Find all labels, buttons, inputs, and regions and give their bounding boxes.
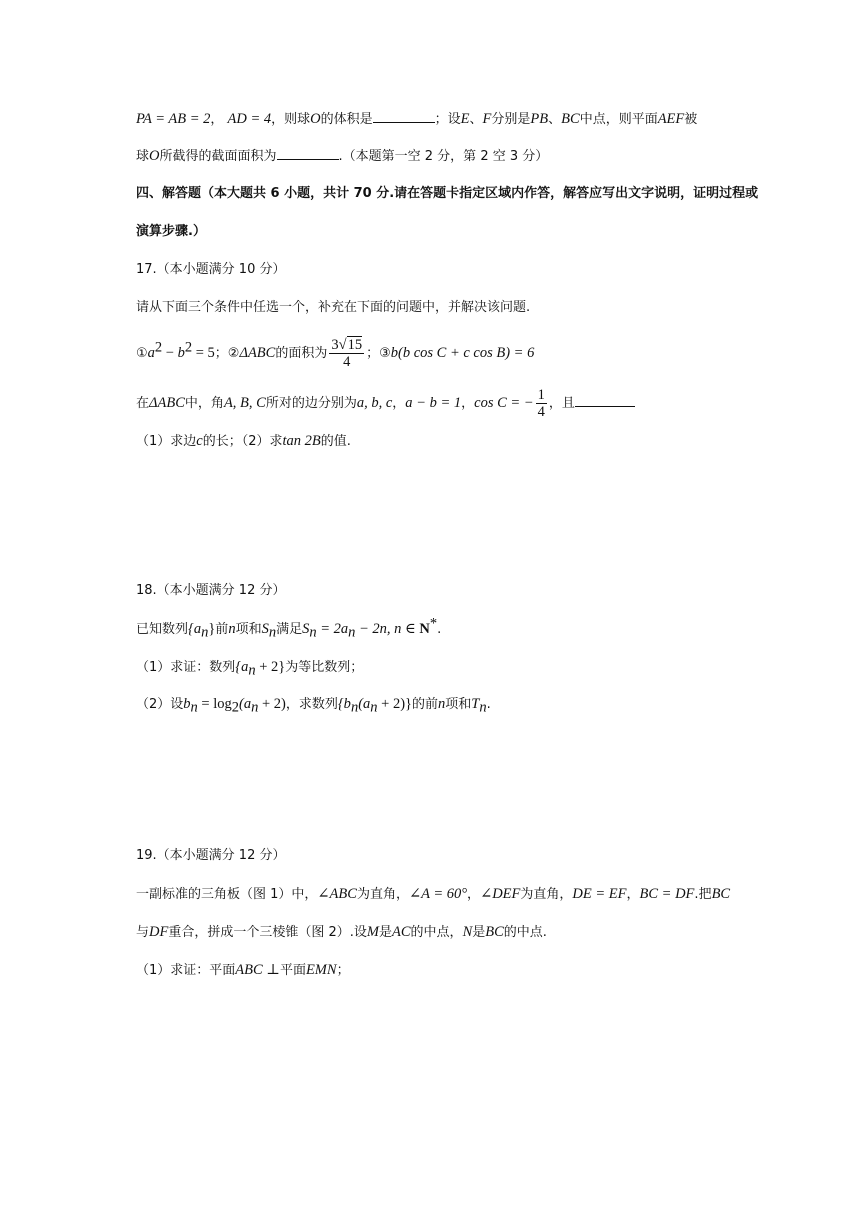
- text: ，: [626, 887, 640, 902]
- text: 前: [215, 622, 229, 637]
- text: 平面: [279, 963, 306, 978]
- text: （2）设: [136, 697, 184, 712]
- text: 、: [469, 112, 483, 127]
- math-expr: (a: [239, 696, 252, 712]
- coef: 3: [331, 337, 339, 353]
- subscript: n: [350, 699, 359, 716]
- circled-1: ①: [136, 346, 148, 361]
- answer-blank: [373, 109, 435, 123]
- math-expr: + 2): [258, 696, 286, 712]
- math-expr: cos C = −: [474, 395, 534, 411]
- math-expr: = log: [197, 696, 232, 712]
- separator: ；②: [214, 346, 240, 361]
- text: 是: [379, 925, 393, 940]
- text: 为等比数列；: [285, 660, 364, 675]
- text: （1）求证：数列: [136, 660, 236, 675]
- math-angle: ∠ABC: [317, 886, 357, 902]
- subscript: n: [309, 624, 317, 641]
- radicand: 15: [347, 337, 363, 353]
- math-var: O: [149, 148, 160, 164]
- superscript: *: [429, 615, 438, 632]
- q17-condition-line: [136, 385, 635, 422]
- subscript: n: [248, 662, 256, 679]
- math-var: E: [460, 111, 470, 127]
- text: ，则球: [271, 112, 311, 127]
- subscript: n: [370, 699, 378, 716]
- text: 的长；（2）求: [202, 434, 283, 449]
- q16-line-1: [136, 109, 697, 129]
- text: ，: [210, 112, 224, 127]
- q17-header: 17.（本小题满分 10 分）: [136, 262, 286, 277]
- subscript: n: [251, 699, 259, 716]
- math-var: n: [438, 696, 446, 712]
- math-expr: {b: [337, 696, 351, 712]
- text: 的中点.: [503, 925, 547, 940]
- q19-line-1: [136, 885, 730, 904]
- text: ，求数列: [285, 697, 338, 712]
- text: 一副标准的三角板（图 1）中，: [136, 887, 318, 902]
- text: 项和: [235, 622, 262, 637]
- math-expr: ABC ⊥: [235, 962, 280, 978]
- math-var: DF: [149, 924, 169, 940]
- math-var: b: [177, 345, 185, 361]
- text: 在: [136, 396, 150, 411]
- text: 被: [684, 112, 698, 127]
- natural-numbers-symbol: N: [419, 621, 430, 637]
- math-expr: DE = EF: [572, 886, 627, 902]
- q19-line-3: [136, 961, 350, 980]
- text: ；设: [434, 112, 461, 127]
- math-expr: (a: [358, 696, 371, 712]
- math-expr: tan 2B: [282, 433, 321, 449]
- math-var: a: [147, 345, 155, 361]
- math-op: −: [162, 345, 178, 361]
- math-expr: = 2a: [316, 621, 349, 637]
- answer-blank: [277, 146, 339, 160]
- math-triangle: ΔABC: [149, 395, 185, 411]
- text: 、: [548, 112, 562, 127]
- text: 已知数列: [136, 622, 189, 637]
- separator: ；③: [366, 346, 391, 361]
- text: .把: [694, 887, 712, 902]
- text: ，: [392, 396, 406, 411]
- math-angle: ∠DEF: [480, 886, 521, 902]
- math-expr: + 2}: [255, 659, 286, 675]
- math-expr: a − b = 1: [405, 395, 462, 411]
- text: 球: [136, 149, 150, 164]
- fraction-denominator: 4: [537, 404, 545, 420]
- math-expr: + 2)}: [377, 696, 412, 712]
- text: 的面积为: [275, 346, 328, 361]
- math-expr: BC = DF: [639, 886, 695, 902]
- text: ；: [336, 963, 350, 978]
- fraction-denominator: 4: [343, 354, 351, 370]
- math-triangle: ΔABC: [239, 345, 276, 361]
- text: 与: [136, 925, 150, 940]
- q19-header: 19.（本小题满分 12 分）: [136, 848, 286, 863]
- math-op: = 5: [192, 345, 215, 361]
- math-var: BC: [711, 886, 731, 902]
- math-expr: − 2n, n ∈: [355, 621, 420, 637]
- q18-line-2: [136, 658, 363, 677]
- math-var: EMN: [305, 962, 337, 978]
- math-expr: b(b cos C + c cos B) = 6: [390, 345, 535, 361]
- math-var: T: [471, 696, 480, 712]
- q16-line-2: [136, 146, 548, 166]
- q18-line-3: [136, 695, 491, 714]
- text: （1）求证：平面: [136, 963, 236, 978]
- fraction: [536, 387, 547, 420]
- q17-asks: [136, 432, 351, 451]
- text: 为直角，: [356, 887, 409, 902]
- math-expr: PA = AB = 2: [136, 111, 211, 127]
- q18-header: 18.（本小题满分 12 分）: [136, 583, 286, 598]
- math-var: c: [196, 433, 203, 449]
- math-var: O: [310, 111, 321, 127]
- section-heading: 四、解答题（本大题共 6 小题，共计 70 分.请在答题卡指定区域内作答，解答应写出文字说明，证明过程或: [136, 186, 759, 201]
- text: （1）求边: [136, 434, 197, 449]
- math-var: BC: [561, 111, 580, 127]
- q17-conditions: [136, 335, 534, 372]
- subscript: n: [268, 624, 277, 641]
- exponent: 2: [154, 339, 163, 356]
- text: 的体积是: [320, 112, 373, 127]
- math-var: n: [228, 621, 236, 637]
- math-expr: A, B, C: [223, 395, 266, 411]
- text: .: [486, 697, 491, 712]
- exponent: 2: [184, 339, 193, 356]
- text: 中点，则平面: [579, 112, 658, 127]
- answer-blank: [575, 393, 635, 407]
- text: 为直角，: [520, 887, 573, 902]
- text: 是: [472, 925, 486, 940]
- math-expr: {a: [235, 659, 249, 675]
- text: 重合，拼成一个三棱锥（图 2）.设: [168, 925, 367, 940]
- math-var: PB: [530, 111, 549, 127]
- subscript: 2: [231, 699, 239, 716]
- subscript: n: [348, 624, 356, 641]
- fraction: [329, 337, 364, 370]
- q18-line-1: [136, 615, 442, 641]
- math-var: BC: [485, 924, 504, 940]
- subscript: n: [201, 624, 209, 641]
- text: ，: [461, 396, 475, 411]
- text: 的中点，: [410, 925, 463, 940]
- text: .: [437, 622, 442, 637]
- math-var: F: [482, 111, 492, 127]
- math-var: AEF: [657, 111, 685, 127]
- text: .（本题第一空 2 分，第 2 空 3 分）: [338, 149, 549, 164]
- math-expr: {a: [188, 621, 202, 637]
- math-var: M: [366, 924, 379, 940]
- q17-intro: 请从下面三个条件中任选一个，补充在下面的问题中，并解决该问题.: [136, 300, 531, 315]
- text: 项和: [445, 697, 472, 712]
- math-expr: AD = 4: [227, 111, 272, 127]
- text: 的前: [412, 697, 439, 712]
- math-angle: ∠A = 60°: [408, 886, 468, 902]
- math-var: b: [183, 696, 191, 712]
- text: 所截得的截面面积为: [159, 149, 277, 164]
- text: 分别是: [491, 112, 531, 127]
- subscript: n: [479, 699, 487, 716]
- fraction-numerator: 1: [537, 387, 545, 403]
- text: 所对的边分别为: [265, 396, 357, 411]
- math-expr: a, b, c: [356, 395, 393, 411]
- text: ，且: [548, 396, 575, 411]
- math-var: N: [462, 924, 473, 940]
- text: ，: [467, 887, 481, 902]
- math-var: S: [302, 621, 310, 637]
- subscript: n: [190, 699, 198, 716]
- text: 中，角: [184, 396, 224, 411]
- math-var: S: [261, 621, 269, 637]
- fraction-numerator: 3√15: [331, 337, 363, 353]
- q19-line-2: [136, 923, 547, 942]
- section-heading-cont: 演算步骤.）: [136, 224, 206, 239]
- text: 满足: [276, 622, 303, 637]
- text: 的值.: [320, 434, 351, 449]
- math-var: AC: [392, 924, 411, 940]
- math-expr: }: [208, 621, 216, 637]
